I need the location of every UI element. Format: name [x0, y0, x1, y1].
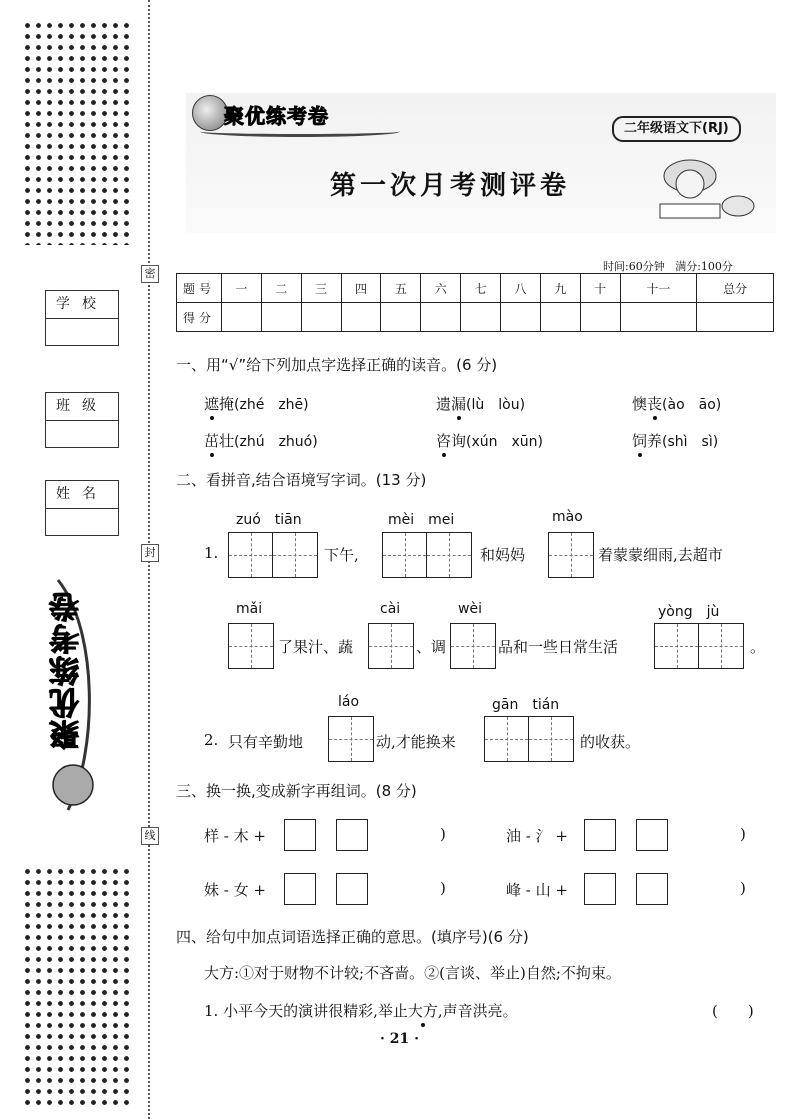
- answer-box[interactable]: [584, 819, 616, 851]
- s1-dotted-char: 遮: [204, 395, 220, 413]
- s1-dotted-char: 饲: [632, 432, 648, 450]
- s2-pinyin: láo: [338, 694, 360, 710]
- writing-grid[interactable]: [368, 623, 414, 669]
- s3-item: 妹 - 女 +: [204, 881, 266, 899]
- seal-char-mi: 密: [141, 265, 159, 283]
- brand-logo-text: 聚优练考卷: [224, 104, 329, 128]
- column-header: 四: [341, 274, 381, 303]
- s1-pinyin-choices[interactable]: (zhú zhuó): [234, 434, 318, 450]
- s2-text: 和妈妈: [480, 546, 526, 564]
- s1-pinyin-choices[interactable]: (xún xūn): [466, 434, 544, 450]
- writing-grid[interactable]: [654, 623, 744, 669]
- score-cell[interactable]: [301, 303, 341, 332]
- answer-box[interactable]: [584, 873, 616, 905]
- s2-text: 动,才能换来: [376, 733, 456, 751]
- s1-item-5[interactable]: [436, 430, 543, 451]
- school-field[interactable]: [45, 290, 119, 346]
- answer-box[interactable]: [636, 819, 668, 851]
- s2-text: 着蒙蒙细雨,去超市: [598, 546, 723, 564]
- score-row: [177, 303, 774, 332]
- binding-dot-pattern-bottom: [22, 866, 134, 1106]
- s4-question-1: [204, 1000, 518, 1021]
- s1-dotted-char: 茁: [204, 432, 220, 450]
- s1-char: 养: [647, 432, 663, 450]
- s1-char: 询: [451, 432, 467, 450]
- score-cell[interactable]: [697, 303, 774, 332]
- section-4-title: 四、给句中加点词语选择正确的意思。(填序号)(6 分): [176, 928, 529, 946]
- s4-dotted-word: 大方: [407, 1002, 438, 1020]
- answer-box[interactable]: [636, 873, 668, 905]
- section-2-title: 二、看拼音,结合语境写字词。(13 分): [176, 471, 427, 489]
- s2-text: 了果汁、蔬: [278, 638, 354, 656]
- grid-cell[interactable]: [699, 624, 743, 668]
- writing-grid[interactable]: [450, 623, 496, 669]
- name-input[interactable]: [46, 509, 118, 535]
- grid-cell[interactable]: [369, 624, 413, 668]
- answer-box[interactable]: [336, 819, 368, 851]
- column-header: 六: [421, 274, 461, 303]
- question-number-row: [177, 274, 774, 303]
- s2-pinyin: mèi mei: [388, 512, 455, 528]
- time-info: [603, 258, 733, 274]
- s2-text: 品和一些日常生活: [498, 638, 619, 656]
- name-label: 姓名: [46, 481, 118, 509]
- class-label: 班级: [46, 393, 118, 421]
- grid-cell[interactable]: [655, 624, 699, 668]
- score-table: [176, 273, 774, 332]
- column-header: 总分: [697, 274, 774, 303]
- score-cell[interactable]: [540, 303, 580, 332]
- s2-text: 、调: [416, 638, 447, 656]
- s4-q1-pre: 1. 小平今天的演讲很精彩,举止: [204, 1002, 408, 1020]
- column-header: 七: [461, 274, 501, 303]
- grid-cell[interactable]: [529, 717, 573, 761]
- name-field[interactable]: [45, 480, 119, 536]
- s2-pinyin: cài: [380, 601, 401, 617]
- girl-reading-illustration-icon: [650, 146, 760, 226]
- grid-cell[interactable]: [451, 624, 495, 668]
- answer-box[interactable]: [284, 819, 316, 851]
- s1-item-6[interactable]: [632, 430, 718, 451]
- s1-pinyin-choices[interactable]: (ào āo): [662, 397, 722, 413]
- s2-pinyin: gān tián: [492, 697, 560, 713]
- score-cell[interactable]: [341, 303, 381, 332]
- s2-pinyin: zuó tiān: [236, 512, 302, 528]
- score-cell[interactable]: [261, 303, 301, 332]
- s2-text: 的收获。: [580, 733, 641, 751]
- s2-q1-number: 1.: [204, 544, 219, 562]
- s1-pinyin-choices[interactable]: (shì sì): [662, 434, 719, 450]
- full-score: 满分:100分: [675, 260, 733, 273]
- s1-item-2[interactable]: [436, 393, 525, 414]
- s3-close-paren: ): [740, 825, 746, 843]
- side-brand-logo: [38, 570, 110, 820]
- s2-text: 。: [750, 638, 766, 656]
- class-input[interactable]: [46, 421, 118, 447]
- score-cell[interactable]: [461, 303, 501, 332]
- column-header: 十一: [620, 274, 697, 303]
- s4-definition: 大方:①对于财物不计较;不吝啬。②(言谈、举止)自然;不拘束。: [204, 964, 621, 982]
- s1-dotted-char: 漏: [451, 395, 467, 413]
- s1-char: 懊: [632, 395, 648, 413]
- column-header: 九: [540, 274, 580, 303]
- s3-close-paren: ): [740, 879, 746, 897]
- grid-cell[interactable]: [383, 533, 427, 577]
- score-cell[interactable]: [381, 303, 421, 332]
- column-header: 二: [261, 274, 301, 303]
- writing-grid[interactable]: [484, 716, 574, 762]
- s2-q2-number: 2.: [204, 731, 219, 749]
- s1-char: 遗: [436, 395, 452, 413]
- score-cell[interactable]: [580, 303, 620, 332]
- s3-close-paren: ): [440, 825, 446, 843]
- answer-box[interactable]: [284, 873, 316, 905]
- class-field[interactable]: [45, 392, 119, 448]
- section-1-title: 一、用“√”给下列加点字选择正确的读音。(6 分): [176, 356, 498, 374]
- s2-pinyin: yòng jù: [658, 604, 720, 620]
- s3-item: 油 - 氵 +: [506, 827, 568, 845]
- column-header: 十: [580, 274, 620, 303]
- s1-item-1[interactable]: [204, 393, 309, 414]
- row-label-score: 得分: [177, 303, 222, 332]
- school-label: 学校: [46, 291, 118, 319]
- s2-pinyin: mào: [552, 509, 583, 525]
- s1-dotted-char: 丧: [647, 395, 663, 413]
- s1-pinyin-choices[interactable]: (lù lòu): [466, 397, 526, 413]
- score-cell[interactable]: [222, 303, 262, 332]
- s3-close-paren: ): [440, 879, 446, 897]
- page-title: 第一次月考测评卷: [330, 171, 571, 201]
- s2-text: 下午,: [324, 546, 359, 564]
- writing-grid[interactable]: [228, 532, 318, 578]
- column-header: 八: [501, 274, 541, 303]
- binding-dot-pattern-top: [22, 20, 134, 245]
- s2-pinyin: mǎi: [236, 601, 263, 617]
- grid-cell[interactable]: [229, 533, 273, 577]
- writing-grid[interactable]: [328, 716, 374, 762]
- page-number: · 21 ·: [380, 1031, 419, 1047]
- section-3-title: 三、换一换,变成新字再组词。(8 分): [176, 782, 417, 800]
- writing-grid[interactable]: [228, 623, 274, 669]
- writing-grid[interactable]: [548, 532, 594, 578]
- column-header: 一: [222, 274, 262, 303]
- school-input[interactable]: [46, 319, 118, 345]
- s1-dotted-char: 咨: [436, 432, 452, 450]
- score-cell[interactable]: [421, 303, 461, 332]
- s1-pinyin-choices[interactable]: (zhé zhē): [234, 397, 309, 413]
- writing-grid[interactable]: [382, 532, 472, 578]
- grid-cell[interactable]: [427, 533, 471, 577]
- grade-badge: 二年级语文下(RJ): [612, 116, 741, 142]
- s4-q1-post: ,声音洪亮。: [437, 1002, 518, 1020]
- answer-box[interactable]: [336, 873, 368, 905]
- s2-text: 只有辛勤地: [228, 733, 304, 751]
- grid-cell[interactable]: [229, 624, 273, 668]
- grid-cell[interactable]: [485, 717, 529, 761]
- s2-pinyin: wèi: [458, 601, 482, 617]
- s3-item: 峰 - 山 +: [506, 881, 568, 899]
- grid-cell[interactable]: [273, 533, 317, 577]
- column-header: 三: [301, 274, 341, 303]
- seal-char-xian: 线: [141, 827, 159, 845]
- grid-cell[interactable]: [549, 533, 593, 577]
- s1-item-3[interactable]: [632, 393, 721, 414]
- score-cell[interactable]: [501, 303, 541, 332]
- s3-item: 样 - 木 +: [204, 827, 266, 845]
- grid-cell[interactable]: [329, 717, 373, 761]
- s1-char: 壮: [219, 432, 235, 450]
- s1-item-4[interactable]: [204, 430, 318, 451]
- seal-char-feng: 封: [141, 544, 159, 562]
- column-header: 五: [381, 274, 421, 303]
- exam-time: 时间:60分钟: [603, 260, 665, 273]
- row-label-question: 题号: [177, 274, 222, 303]
- s1-char: 掩: [219, 395, 235, 413]
- s4-answer-blank[interactable]: ( ): [712, 1002, 754, 1020]
- score-cell[interactable]: [620, 303, 697, 332]
- side-brand-text: 聚优练考卷: [50, 590, 85, 750]
